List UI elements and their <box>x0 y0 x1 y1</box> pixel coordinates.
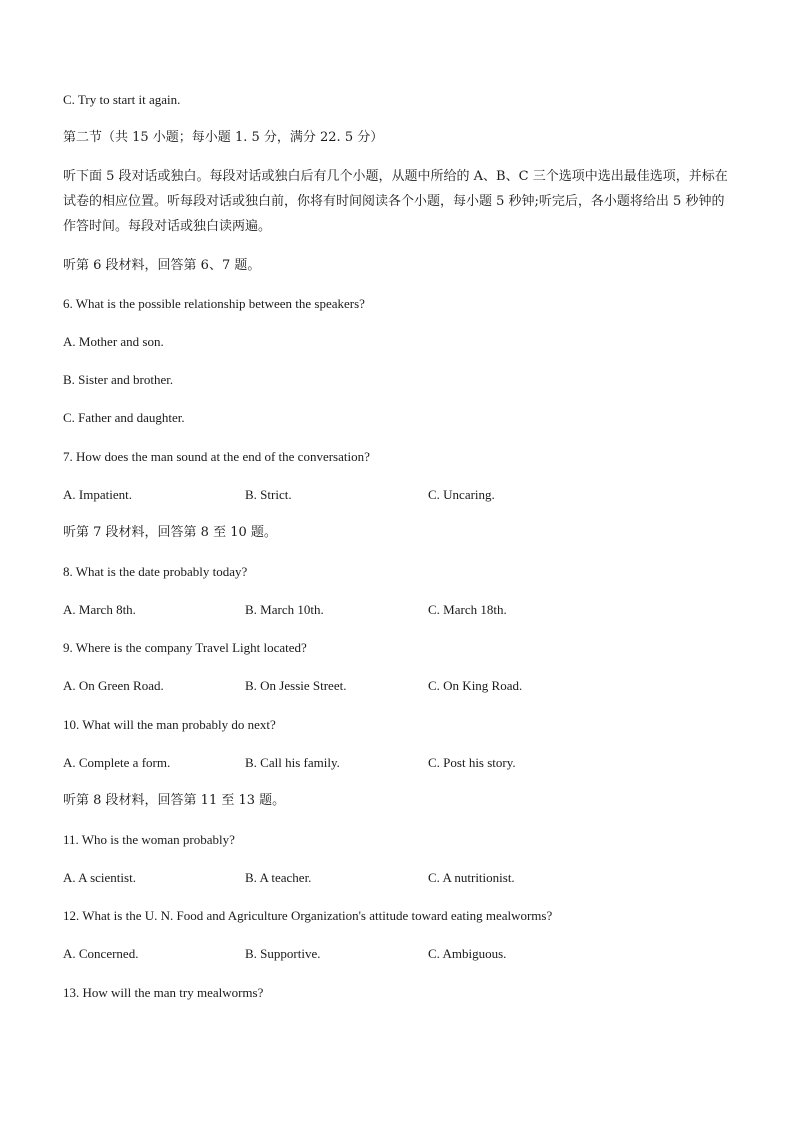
section-title: 第二节（共 15 小题；每小题 1. 5 分，满分 22. 5 分） <box>63 130 384 145</box>
question-10: 10. What will the man probably do next? <box>63 717 276 732</box>
question-9-option-a: A. On Green Road. <box>63 678 164 693</box>
question-9: 9. Where is the company Travel Light located? <box>63 640 307 655</box>
question-9-option-b: B. On Jessie Street. <box>245 678 347 693</box>
question-7-option-c: C. Uncaring. <box>428 487 495 502</box>
question-12: 12. What is the U. N. Food and Agriculture Organization's attitude toward eating mealworms? <box>63 908 553 923</box>
question-6-option-c: C. Father and daughter. <box>63 410 185 425</box>
question-11-option-a: A. A scientist. <box>63 870 136 885</box>
question-7-option-b: B. Strict. <box>245 487 292 502</box>
question-7: 7. How does the man sound at the end of the conversation? <box>63 449 370 464</box>
question-11-option-b: B. A teacher. <box>245 870 312 885</box>
question-8: 8. What is the date probably today? <box>63 564 248 579</box>
question-10-option-a: A. Complete a form. <box>63 755 171 770</box>
question-10-option-b: B. Call his family. <box>245 755 340 770</box>
question-7-option-a: A. Impatient. <box>63 487 132 502</box>
question-9-option-c: C. On King Road. <box>428 678 523 693</box>
material-8-heading: 听第 8 段材料，回答第 11 至 13 题。 <box>63 793 286 808</box>
question-12-option-c: C. Ambiguous. <box>428 946 507 961</box>
question-10-option-c: C. Post his story. <box>428 755 516 770</box>
question-8-option-a: A. March 8th. <box>63 602 136 617</box>
question-6-option-b: B. Sister and brother. <box>63 372 174 387</box>
question-8-option-c: C. March 18th. <box>428 602 507 617</box>
question-11: 11. Who is the woman probably? <box>63 832 235 847</box>
section-instructions: 听下面 5 段对话或独白。每段对话或独白后有几个小题，从题中所给的 A、B、C 三个选项中选出最佳选项，并标在试卷的相应位置。听每段对话或独白前，你将有时间阅读各个小题，每小题 5 秒钟;听完后，各小题将给出 5 秒钟的作答时间。每段对话或独白读两遍。 <box>63 169 728 234</box>
material-7-heading: 听第 7 段材料，回答第 8 至 10 题。 <box>63 525 277 540</box>
question-12-option-a: A. Concerned. <box>63 946 139 961</box>
question-13: 13. How will the man try mealworms? <box>63 985 264 1000</box>
question-6-option-a: A. Mother and son. <box>63 334 164 349</box>
material-6-heading: 听第 6 段材料，回答第 6、7 题。 <box>63 258 261 273</box>
question-12-option-b: B. Supportive. <box>245 946 321 961</box>
previous-question-option-c: C. Try to start it again. <box>63 92 181 107</box>
question-6: 6. What is the possible relationship between the speakers? <box>63 296 365 311</box>
question-8-option-b: B. March 10th. <box>245 602 324 617</box>
question-11-option-c: C. A nutritionist. <box>428 870 515 885</box>
